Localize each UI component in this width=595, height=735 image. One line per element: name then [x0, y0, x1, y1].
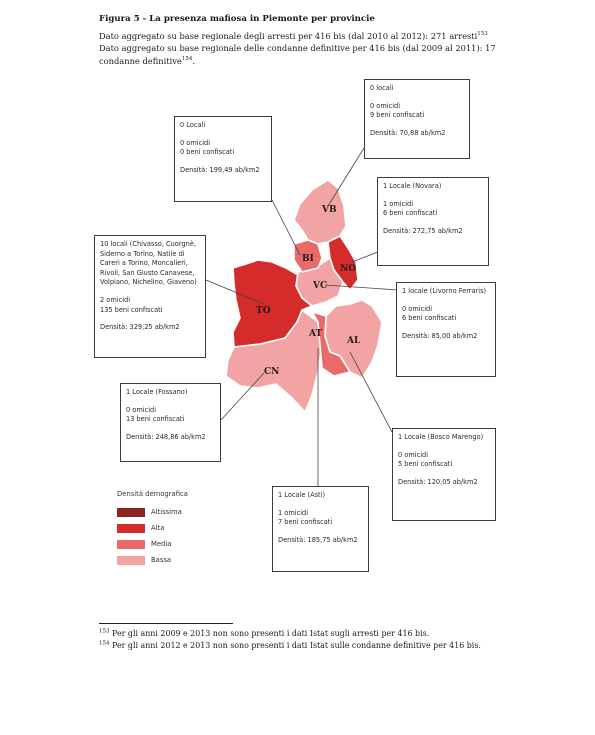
box-cn-head: 1 Locale (Fossano): [126, 388, 188, 396]
info-box-at: [272, 486, 369, 572]
box-al-density: Densità: 120,05 ab/km2: [398, 477, 478, 486]
box-no-homicides: 1 omicidi: [383, 199, 414, 208]
box-cn-confiscated: 13 beni confiscati: [126, 415, 185, 424]
box-at-head: 1 Locale (Asti): [278, 491, 326, 499]
legend-label-bassa: Bassa: [151, 556, 172, 564]
box-at-confiscated: 7 beni confiscati: [278, 518, 333, 527]
box-bi-head: 0 Locali: [180, 121, 206, 129]
box-to-homicides: 2 omicidi: [100, 295, 131, 304]
footnote-153-marker: 153: [99, 628, 110, 635]
legend: [117, 490, 188, 568]
footnote-154-marker: 154: [99, 640, 110, 647]
leader-line-bi: [272, 200, 300, 255]
box-vc-head: 1 locale (Livorno Ferraris): [402, 287, 487, 295]
box-vb-confiscated: 9 beni confiscati: [370, 111, 425, 120]
box-at-density: Densità: 185,75 ab/km2: [278, 535, 358, 544]
footnote-153: [99, 628, 429, 639]
label-no: NO: [340, 264, 357, 274]
legend-swatch-altissima: [117, 508, 145, 517]
box-to-density: Densità: 329,25 ab/km2: [100, 323, 180, 332]
legend-swatch-media: [117, 540, 145, 549]
box-cn-density: Densità: 248,86 ab/km2: [126, 432, 206, 441]
info-box-vc: [396, 282, 496, 377]
box-al-confiscated: 5 beni confiscati: [398, 460, 453, 469]
footnote-153-text: Per gli anni 2009 e 2013 non sono presenti i dati Istat sugli arresti per 416 bis.: [109, 629, 430, 638]
box-bi-homicides: 0 omicidi: [180, 138, 211, 147]
info-box-vb: [364, 79, 470, 159]
box-at-homicides: 1 omicidi: [278, 508, 309, 517]
box-bi-density: Densità: 199,49 ab/km2: [180, 165, 260, 174]
legend-label-alta: Alta: [151, 524, 165, 532]
info-box-no: [377, 177, 489, 266]
info-box-bi: [174, 116, 272, 202]
label-to: TO: [256, 306, 271, 316]
footnote-154-text: Per gli anni 2012 e 2013 non sono presenti i dati Istat sulle condanne definitive per 416 bis.: [109, 641, 481, 650]
box-to-confiscated: 135 beni confiscati: [100, 305, 163, 314]
box-to-head: 10 locali (Chivasso, Cuorgnè, Siderno a Torino, Natile di Careri a Torino, Moncalieri, Rivoli, San Giusto Canavese, Volpiano, Nichelino, Giaveno): [100, 240, 197, 287]
box-vc-homicides: 0 omicidi: [402, 304, 433, 313]
period: .: [192, 55, 195, 66]
legend-item-media: [117, 536, 188, 552]
legend-title: Densità demografica: [117, 490, 188, 498]
box-vc-density: Densità: 85,00 ab/km2: [402, 331, 478, 340]
leader-line-vb: [328, 148, 364, 206]
legend-label-media: Media: [151, 540, 172, 548]
box-cn-homicides: 0 omicidi: [126, 405, 157, 414]
label-vb: VB: [322, 205, 337, 215]
legend-item-altissima: [117, 504, 188, 520]
box-no-confiscated: 6 beni confiscati: [383, 209, 438, 218]
box-no-head: 1 Locale (Novara): [383, 182, 442, 190]
info-box-al: [392, 428, 496, 521]
box-al-head: 1 Locale (Bosco Marengo): [398, 433, 484, 441]
legend-label-altissima: Altissima: [151, 508, 182, 516]
label-al: AL: [347, 336, 361, 346]
legend-item-alta: [117, 520, 188, 536]
legend-item-bassa: [117, 552, 188, 568]
label-at: AT: [309, 329, 323, 339]
footnote-ref-153[interactable]: 153: [477, 31, 488, 38]
legend-swatch-bassa: [117, 556, 145, 565]
info-box-to: [94, 235, 206, 358]
figure-title: Figura 5 - La presenza mafiosa in Piemonte per provincie: [99, 14, 375, 24]
footnote-divider: [99, 623, 233, 624]
label-cn: CN: [264, 367, 280, 377]
arrests-text: Dato aggregato su base regionale degli arresti per 416 bis (dal 2010 al 2012): 271 arresti: [99, 31, 478, 41]
box-al-homicides: 0 omicidi: [398, 450, 429, 459]
box-vb-homicides: 0 omicidi: [370, 101, 401, 110]
label-vc: VC: [313, 281, 328, 291]
box-vb-density: Densità: 70,88 ab/km2: [370, 128, 446, 137]
legend-swatch-alta: [117, 524, 145, 533]
footnote-ref-154[interactable]: 154: [181, 55, 193, 62]
info-box-cn: [120, 383, 221, 462]
box-vc-confiscated: 6 beni confiscati: [402, 314, 457, 323]
label-bi: BI: [302, 254, 314, 264]
footnote-154: [99, 640, 481, 651]
box-bi-confiscated: 0 beni confiscati: [180, 148, 235, 157]
leader-line-no: [352, 252, 378, 262]
convictions-text: Dato aggregato su base regionale delle condanne definitive per 416 bis (dal 2009 al 2011): 17 condanne definitive: [99, 43, 496, 66]
box-vb-head: 0 locali: [370, 84, 394, 92]
box-no-density: Densità: 272,75 ab/km2: [383, 226, 463, 235]
